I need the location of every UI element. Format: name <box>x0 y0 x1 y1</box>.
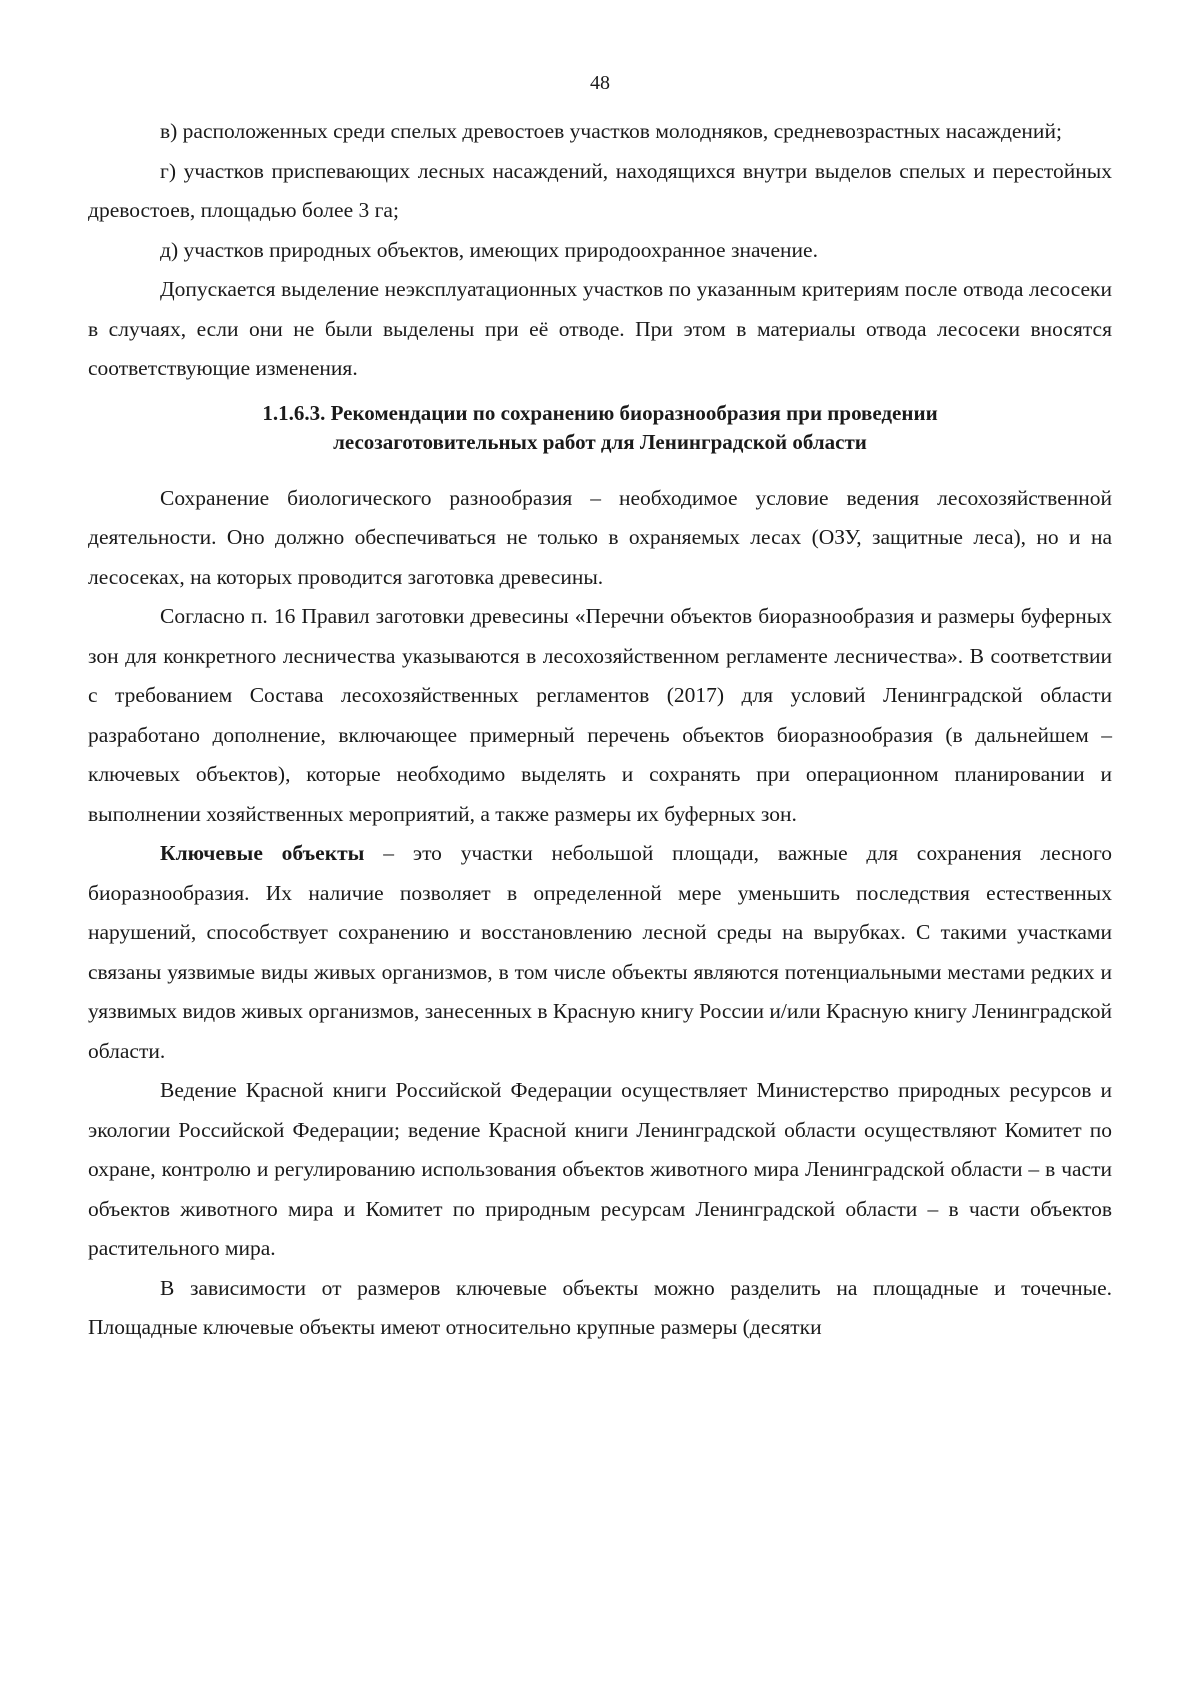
paragraph-key-objects <box>88 834 1112 1071</box>
list-item: д) участков природных объектов, имеющих природоохранное значение. <box>160 237 818 262</box>
section-heading <box>88 399 1112 457</box>
paragraph-red-book: Ведение Красной книги Российской Федерации осуществляет Министерство природных ресурсов и экологии Российской Федерации; ведение Красной книги Ленинградской области осуществляют Комитет по охране, контролю и регулированию использования объектов животного мира Ленинградской области – в части объектов животного мира и Комитет по природным ресурсам Ленинградской области – в части объектов растительного мира. <box>88 1078 1112 1260</box>
list-item: г) участков приспевающих лесных насаждений, находящихся внутри выделов спелых и перестойных древостоев, площадью более 3 га; <box>88 158 1112 222</box>
paragraph-allowance: Допускается выделение неэксплуатационных участков по указанным критериям после отвода лесосеки в случаях, если они не были выделены при её отводе. При этом в материалы отвода лесосеки вносятся соответствующие изменения. <box>88 277 1112 380</box>
list-item: в) расположенных среди спелых древостоев участков молодняков, средневозрастных насаждений; <box>160 119 1062 143</box>
paragraph-sizes: В зависимости от размеров ключевые объекты можно разделить на площадные и точечные. Площадные ключевые объекты имеют относительно крупные размеры (десятки <box>88 1275 1112 1339</box>
document-body <box>88 112 1112 1348</box>
section-heading-line: лесозаготовительных работ для Ленинградской области <box>333 429 867 454</box>
page-number: 48 <box>590 72 610 94</box>
key-objects-term: Ключевые объекты <box>160 841 365 865</box>
paragraph-rules: Согласно п. 16 Правил заготовки древесины «Перечни объектов биоразнообразия и размеры буферных зон для конкретного лесничества указываются в лесохозяйственном регламенте лесничества». В соответствии с требованием Состава лесохозяйственных регламентов (2017) для условий Ленинградской области разработано дополнение, включающее примерный перечень объектов биоразнообразия (в дальнейшем – ключевых объектов), которые необходимо выделять и сохранять при операционном планировании и выполнении хозяйственных мероприятий, а также размеры их буферных зон. <box>88 604 1112 826</box>
key-objects-text: – это участки небольшой площади, важные для сохранения лесного биоразнообразия. Их наличие позволяет в определенной мере уменьшить последствия естественных нарушений, способствует сохранению и восстановлению лесной среды на вырубках. С такими участками связаны уязвимые виды живых организмов, в том числе объекты являются потенциальными местами редких и уязвимых видов живых организмов, занесенных в Красную книгу России и/или Красную книгу Ленинградской области. <box>88 841 1112 1063</box>
section-heading-line: 1.1.6.3. Рекомендации по сохранению биоразнообразия при проведении <box>262 400 938 425</box>
paragraph-conservation: Сохранение биологического разнообразия – необходимое условие ведения лесохозяйственной деятельности. Оно должно обеспечиваться не только в охраняемых лесах (ОЗУ, защитные леса), но и на лесосеках, на которых проводится заготовка древесины. <box>88 485 1112 589</box>
